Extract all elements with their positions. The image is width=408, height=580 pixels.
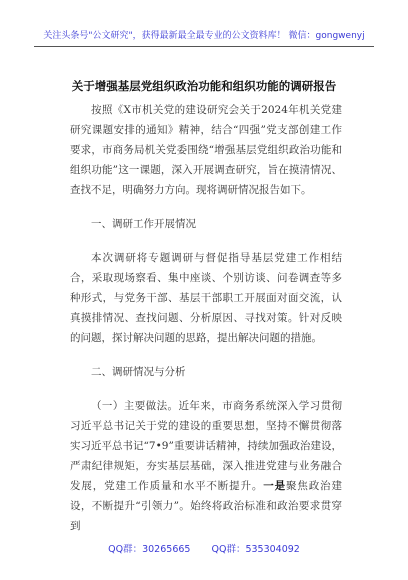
document-body <box>70 100 342 536</box>
header-divider <box>34 46 374 47</box>
section-2-paragraph <box>70 396 342 536</box>
intro-paragraph: 按照《X市机关党的建设研究会关于2024年机关党建研究课题安排的通知》精神，结合“四强”党支部创建工作要求，市商务局机关党委围绕“增强基层党组织政治功能和组织功能”这一课题，深入开展调查研究，旨在摸清情况、查找不足，明确努力方向。现将调研情况报告如下。 <box>70 104 342 196</box>
section-heading-2: 二、调研情况与分析 <box>91 366 186 378</box>
document-title: 关于增强基层党组织政治功能和组织功能的调研报告 <box>71 79 337 93</box>
footer-qq-group-2: QQ群：535304092 <box>211 544 300 555</box>
footer-qq-groups <box>0 541 408 555</box>
section-2-text-pre: （一）主要做法。近年来，市商务系统深入学习贯彻习近平总书记关于党的建设的重要思想，坚持不懈贯彻落实习近平总书记“7•9”重要讲话精神，持续加强政治建设，严肃纪律规矩，夯实基层基础，深入推进党建与业务融合发展，党建工作质量和水平不断提升。 <box>70 400 342 492</box>
section-1-paragraph: 本次调研将专题调研与督促指导基层党建工作相结合，采取现场察看、集中座谈、个别访谈、问卷调查等多种形式，与党务干部、基层干部职工开展面对面交流，认真摸排情况、查找问题、分析原因、寻找对策。针对反映的问题，探讨解决问题的思路，提出解决问题的措施。 <box>70 252 342 344</box>
header-promo-note: 关注头条号"公文研究"，获得最新最全最专业的公文资料库！ 微信：gongwenyj <box>43 31 365 41</box>
section-heading-1: 一、调研工作开展情况 <box>91 218 196 230</box>
section-2-text-post: 聚焦政治建设，不断提升“引领力”。始终将政治标准和政治要求贯穿到 <box>70 480 343 532</box>
footer-qq-group-1: QQ群：30265665 <box>108 544 191 555</box>
section-2-bold-marker: 一是 <box>263 480 287 492</box>
